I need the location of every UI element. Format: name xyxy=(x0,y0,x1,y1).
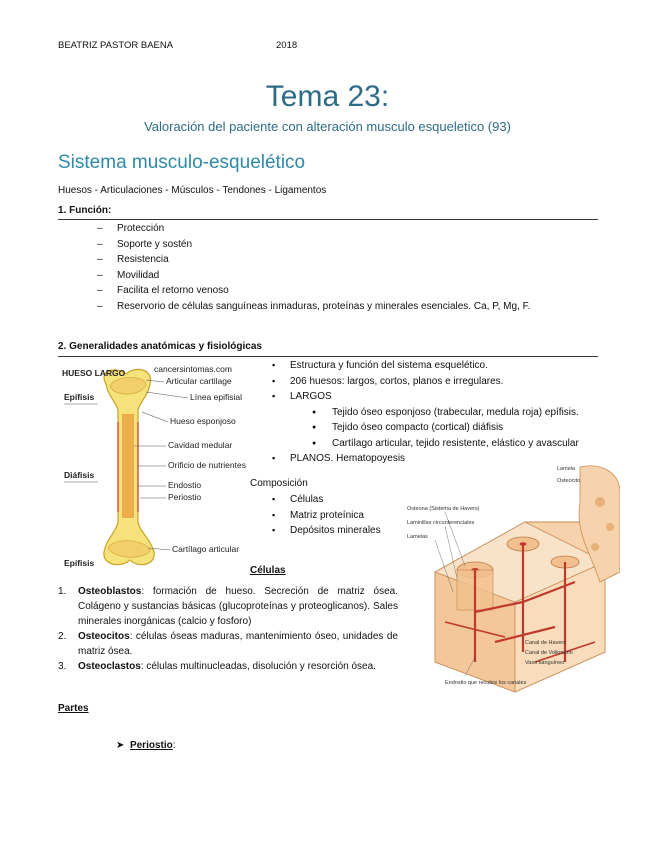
funcion-heading: 1. Función: xyxy=(58,205,112,216)
author-name: BEATRIZ PASTOR BAENA xyxy=(58,40,174,51)
list-item: ▪ Matriz proteínica xyxy=(272,508,422,524)
long-bone-figure xyxy=(58,362,246,572)
list-item: ▪ Células xyxy=(272,492,422,508)
bone-side-label: Epífisis xyxy=(64,392,95,402)
bone-label: Línea epifisial xyxy=(190,392,242,402)
arrow-bullet-icon: ➤ xyxy=(116,740,125,751)
list-item: 1. Osteoblastos: formación de hueso. Secreción de matriz ósea. Colágeno y sustancias básicas (glucoproteínas y proteoglicanos). Sales minerales inorgánicas (calcio y fosforo) xyxy=(58,586,398,627)
bone-side-label: Diáfisis xyxy=(64,470,95,480)
tissue-label: Endostio que recubre los canales xyxy=(445,680,527,686)
list-item: ▪ Estructura y función del sistema esquelético. xyxy=(272,358,602,374)
celulas-heading: Células xyxy=(250,565,286,576)
periostio-item: ➤ Periostio: xyxy=(116,740,176,751)
bone-label: Cartílago articular xyxy=(172,544,240,554)
list-item: ▪ LARGOS xyxy=(272,389,602,405)
list-item: 3. Osteoclastos: células multinucleadas, disolución y resorción ósea. xyxy=(58,661,376,672)
header-year: 2018 xyxy=(276,40,298,51)
list-item: ▪ Depósitos minerales xyxy=(272,523,422,539)
bone-tissue-figure xyxy=(405,462,620,697)
divider xyxy=(58,356,598,357)
list-item: – Protección xyxy=(97,221,597,237)
page-subtitle: Valoración del paciente con alteración musculo esqueletico (93) xyxy=(144,119,511,134)
generalidades-list xyxy=(272,358,602,467)
bone-label: Periostio xyxy=(168,492,202,502)
bone-label: Endostio xyxy=(168,480,202,490)
list-item: ▪ PLANOS. Hematopoyesis xyxy=(272,451,602,467)
list-item: ● Tejido óseo esponjoso (trabecular, medula roja) epífisis. xyxy=(312,405,602,421)
composicion-heading: Composición xyxy=(250,478,308,489)
bone-label: Cavidad medular xyxy=(168,440,233,450)
celulas-list xyxy=(58,584,398,674)
generalidades-heading: 2. Generalidades anatómicas y fisiológicas xyxy=(58,341,262,352)
list-item: ● Tejido óseo compacto (cortical) diáfisis xyxy=(312,420,602,436)
section-title: Sistema musculo-esquelético xyxy=(58,152,306,173)
list-item: – Soporte y sostén xyxy=(97,237,597,253)
list-item: – Facilita el retorno venoso xyxy=(97,283,597,299)
tissue-label: Canal de Volkmann xyxy=(525,650,573,656)
composicion-list xyxy=(272,492,422,539)
bone-figure-title: HUESO LARGO xyxy=(62,368,126,378)
bone-label: Articular cartilage xyxy=(166,376,232,386)
list-item: – Resistencia xyxy=(97,252,597,268)
tissue-label: Canal de Havers xyxy=(525,640,566,646)
tissue-label: Lamela xyxy=(557,466,576,472)
funcion-list xyxy=(97,221,597,314)
partes-heading: Partes xyxy=(58,703,89,714)
list-item: – Movilidad xyxy=(97,268,597,284)
list-item: ▪ 206 huesos: largos, cortos, planos e irregulares. xyxy=(272,374,602,390)
bone-label: Hueso esponjoso xyxy=(170,416,236,426)
list-item: 2. Osteocitos: células óseas maduras, mantenimiento óseo, unidades de matriz ósea. xyxy=(58,631,398,657)
bone-label: Orificio de nutrientes xyxy=(168,460,246,470)
bone-side-label: Epífisis xyxy=(64,558,95,568)
tissue-label: Osteona (Sistema de Havers) xyxy=(407,506,480,512)
tissue-label: Lamelas xyxy=(407,534,428,540)
page-title: Tema 23: xyxy=(265,80,390,113)
list-item: ● Cartílago articular, tejido resistente, elástico y avascular xyxy=(312,436,602,452)
bone-figure-site: cancersintomas.com xyxy=(154,364,232,374)
tissue-label: Vaso sanguíneo xyxy=(525,660,565,666)
subsection-line: Huesos - Articulaciones - Músculos - Tendones - Ligamentos xyxy=(58,185,327,196)
tissue-label: Osteocito xyxy=(557,478,581,484)
tissue-label: Laminillas circunferenciales xyxy=(407,520,475,526)
divider xyxy=(58,219,598,220)
list-item: – Reservorio de células sanguíneas inmaduras, proteínas y minerales esenciales. Ca, P, Mg, F. xyxy=(97,299,597,315)
